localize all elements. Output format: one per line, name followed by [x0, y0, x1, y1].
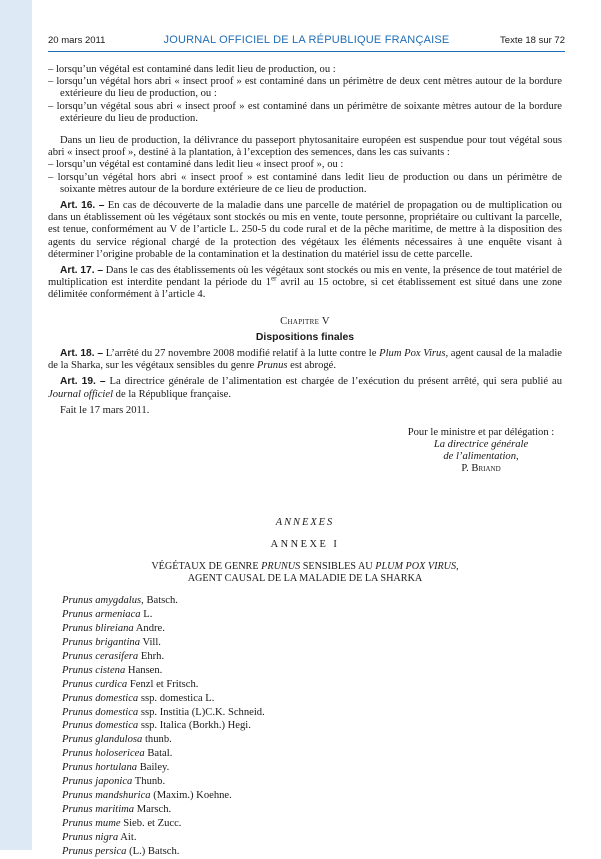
article-16 — [48, 200, 562, 261]
article-text: En cas de découverte de la maladie dans une parcelle de matériel de propagation ou de multiplication ou dans un établissement où les végétaux sont stockés ou mis en vente, toute personne, propriétaire ou cultivant la parcelle, est tenue, conformément au V de l’article L. 250-5 du code rural et de la pêche maritime, de mettre à la disposition des agents du service régional chargé de la protection des végétaux les éléments nécessaires à une enquête visant à déterminer l’origine probable de la contamination et la destination du matériel issu de cette parcelle. — [48, 200, 562, 260]
italic-term: Journal officiel — [48, 388, 114, 400]
species-name: Prunus mume — [62, 817, 121, 829]
article-label: Art. 18. – — [60, 348, 104, 360]
species-author: Thunb. — [132, 776, 166, 788]
list-item — [62, 747, 562, 761]
document-body — [48, 64, 562, 859]
species-name: Prunus brigantina — [62, 637, 140, 649]
list-item — [62, 719, 562, 733]
superscript: er — [271, 274, 277, 283]
italic-term: Prunus — [256, 360, 288, 372]
list-item — [62, 692, 562, 706]
journal-title: JOURNAL OFFICIEL DE LA RÉPUBLIQUE FRANÇAISE — [163, 34, 450, 46]
list-item — [62, 608, 562, 622]
species-list — [62, 594, 562, 858]
species-author: Sieb. et Zucc. — [120, 817, 182, 829]
signature-line: La directrice générale — [433, 439, 529, 451]
species-author: Fenzl et Fritsch. — [127, 678, 199, 690]
species-name: Prunus nigra — [62, 831, 119, 843]
list-item: – lorsqu’un végétal est contaminé dans ledit lieu « insect proof », ou : — [48, 159, 344, 171]
species-author: Batal. — [144, 748, 173, 760]
species-name: Prunus hortulana — [62, 762, 138, 774]
italic-term: Plum Pox Virus — [379, 348, 446, 360]
signature-line: de l’alimentation, — [443, 451, 519, 463]
article-text: de la République française. — [113, 388, 231, 400]
annex-title-italic: PLUM POX VIRUS — [375, 561, 457, 573]
species-author: Andre. — [133, 623, 165, 635]
species-name: Prunus amygdalus — [62, 595, 142, 607]
species-name: Prunus domestica — [62, 692, 139, 704]
article-label: Art. 19. – — [60, 376, 106, 388]
page-margin-band — [0, 0, 32, 850]
signature-line: Pour le ministre et par délégation : — [407, 427, 555, 439]
list-item: – lorsqu’un végétal hors abri « insect proof » est contaminé dans ledit lieu de production ou dans un périmètre de soixante mètres autour de la bordure extérieure de ce lieu de production. — [48, 171, 562, 195]
list-item — [62, 733, 562, 747]
species-name: Prunus persica — [62, 845, 127, 857]
signature-block — [400, 427, 562, 475]
species-author: ssp. domestica L. — [138, 692, 215, 704]
page-number: Texte 18 sur 72 — [500, 35, 565, 46]
species-author: thunb. — [142, 734, 172, 746]
annexe-i-heading: ANNEXE I — [270, 539, 340, 551]
article-text: L’arrêté du 27 novembre 2008 modifié relatif à la lutte contre le — [103, 348, 380, 360]
article-label: Art. 17. – — [60, 265, 104, 277]
article-text: Dans le cas des établissements où les végétaux sont stockés ou mis en vente, la présence de tout matériel de multiplication est interdite pendant la période du 1 — [48, 265, 562, 289]
species-author: Ait. — [118, 831, 137, 843]
species-name: Prunus maritima — [62, 803, 135, 815]
header-date: 20 mars 2011 — [48, 35, 106, 46]
chapter-heading: Chapitre V — [280, 315, 330, 327]
list-item: – lorsqu’un végétal sous abri « insect proof » est contaminé dans un périmètre de soixante mètres autour de la bordure extérieure du lieu de production. — [48, 100, 562, 124]
species-name: Prunus domestica — [62, 720, 139, 732]
article-18 — [48, 348, 562, 372]
article-17 — [48, 265, 562, 302]
chapter-title: Dispositions finales — [255, 331, 355, 343]
species-author: ssp. Institia (L)C.K. Schneid. — [138, 706, 265, 718]
species-author: Vill. — [140, 637, 161, 649]
species-name: Prunus japonica — [62, 776, 133, 788]
article-text: , agent causal de la maladie de la Sharka, sur les végétaux sensibles du genre — [48, 348, 563, 372]
signature-name — [400, 463, 562, 475]
paragraph-passport: Dans un lieu de production, la délivrance du passeport phytosanitaire européen est suspendue pour tout végétal sous abri « insect proof », destiné à la plantation, à l’exception des semences, dans les cas suivants : — [48, 135, 562, 159]
list-item — [62, 650, 562, 664]
article-19 — [48, 376, 562, 400]
article-text: est abrogé. — [287, 360, 337, 372]
list-item — [62, 831, 562, 845]
species-name: Prunus glandulosa — [62, 734, 143, 746]
annex-subtitle: AGENT CAUSAL DE LA MALADIE DE LA SHARKA — [187, 572, 423, 584]
species-name: Prunus blireiana — [62, 623, 134, 635]
list-item — [62, 803, 562, 817]
list-item — [62, 636, 562, 650]
done-date: Fait le 17 mars 2011. — [60, 404, 150, 416]
species-author: Ehrh. — [138, 650, 165, 662]
list-item — [62, 622, 562, 636]
list-item: – lorsqu’un végétal est contaminé dans ledit lieu de production, ou : — [48, 64, 336, 75]
species-author: Hansen. — [125, 664, 163, 676]
annex-title-italic: PRUNUS — [261, 561, 301, 573]
list-item — [62, 678, 562, 692]
page-header — [48, 34, 565, 50]
species-name: Prunus domestica — [62, 706, 139, 718]
species-author: (L.) Batsch. — [126, 845, 180, 857]
annexes-heading: ANNEXES — [275, 517, 335, 529]
species-author: L. — [140, 609, 153, 621]
signature-name-rest: riand — [478, 463, 501, 475]
species-name: Prunus mandshurica — [62, 789, 151, 801]
article-label: Art. 16. – — [60, 200, 105, 212]
species-name: Prunus cerasifera — [62, 650, 139, 662]
species-author: ssp. Italica (Borkh.) Hegi. — [138, 720, 251, 732]
annex-title — [48, 561, 562, 572]
annex-title-text: SENSIBLES AU — [300, 561, 376, 573]
list-item — [62, 761, 562, 775]
list-item — [62, 789, 562, 803]
species-author: Marsch. — [134, 803, 172, 815]
list-item — [62, 594, 562, 608]
species-author: , Batsch. — [141, 595, 178, 607]
species-name: Prunus armeniaca — [62, 609, 141, 621]
article-text: avril au 15 octobre, si cet établissement est situé dans une zone délimitée conformément à l’article 4. — [48, 277, 562, 301]
species-name: Prunus curdica — [62, 678, 128, 690]
species-name: Prunus cistena — [62, 664, 126, 676]
list-item — [62, 664, 562, 678]
list-item — [62, 706, 562, 720]
list-item — [62, 817, 562, 831]
list-item — [62, 845, 562, 859]
article-text: La directrice générale de l’alimentation est chargée de l’exécution du présent arrêté, qui sera publié au — [105, 376, 562, 388]
signature-name-initial: P. B — [461, 463, 479, 475]
species-author: (Maxim.) Koehne. — [150, 789, 232, 801]
list-item: – lorsqu’un végétal hors abri « insect proof » est contaminé dans un périmètre de deux cent mètres autour de la bordure extérieure du lieu de production, ou : — [48, 76, 562, 100]
header-divider — [48, 51, 565, 52]
species-name: Prunus holosericea — [62, 748, 145, 760]
annex-title-text: , — [456, 561, 459, 573]
list-item — [62, 775, 562, 789]
annex-title-text: VÉGÉTAUX DE GENRE — [151, 561, 262, 573]
species-author: Bailey. — [137, 762, 170, 774]
